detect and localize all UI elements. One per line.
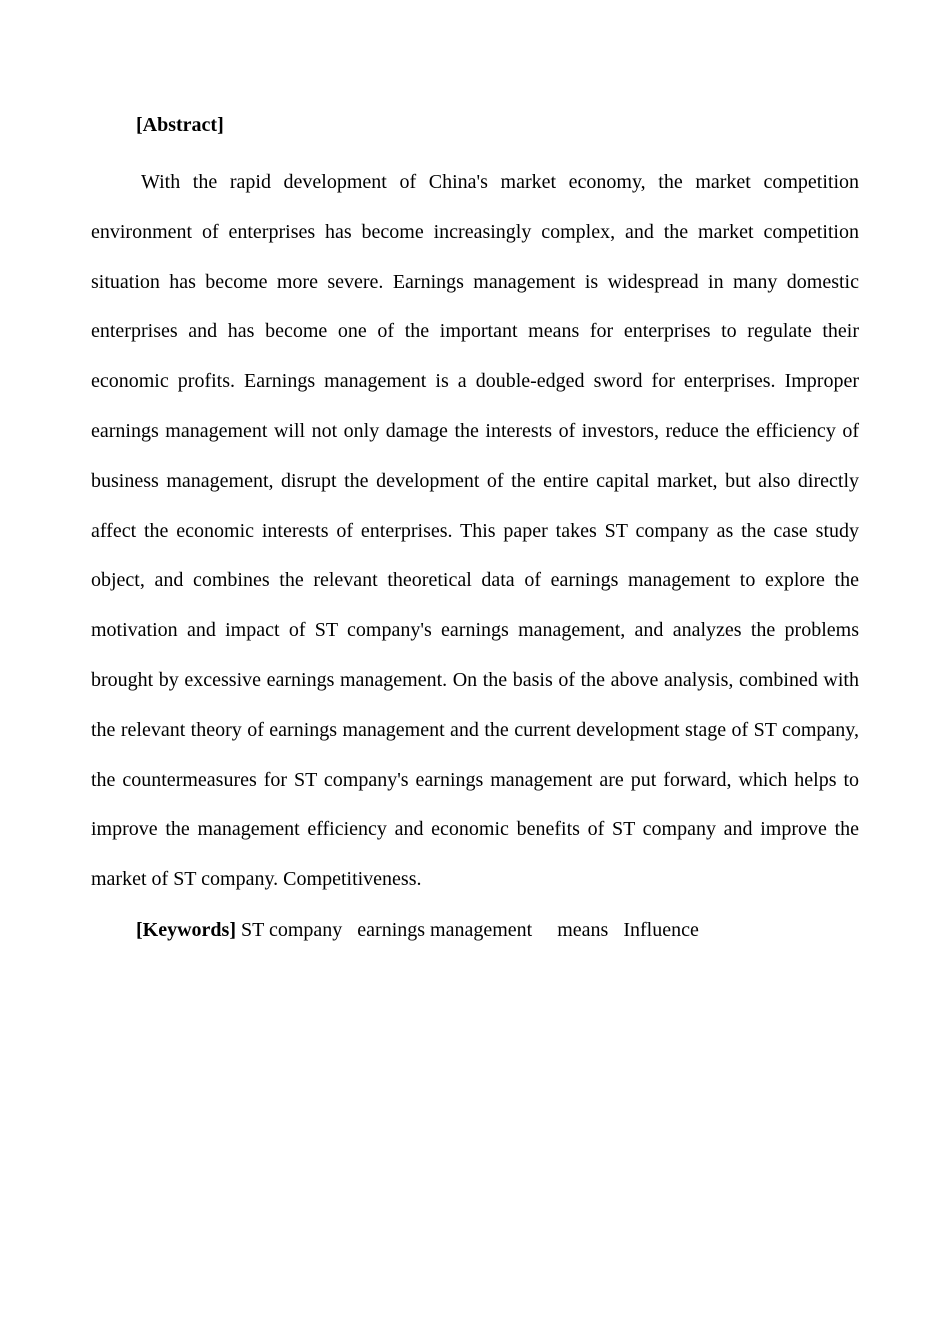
keywords-label: [Keywords] [136, 918, 236, 941]
abstract-body: With the rapid development of China's market economy, the market competition environment of enterprises has become increasingly complex, and the market competition situation has become more severe. Earnings management is widespread in many domestic enterprises and has become one of the important means for enterprises to regulate their economic profits. Earnings management is a double-edged sword for enterprises. Improper earnings management will not only damage the interests of investors, reduce the efficiency of business management, disrupt the development of the entire capital market, but also directly affect the economic interests of enterprises. This paper takes ST company as the case study object, and combines the relevant theoretical data of earnings management to explore the motivation and impact of ST company's earnings management, and analyzes the problems brought by excessive earnings management. On the basis of the above analysis, combined with the relevant theory of earnings management and the current development stage of ST company, the countermeasures for ST company's earnings management are put forward, which helps to improve the management efficiency and economic benefits of ST company and improve the market of ST company. Competitiveness. [91, 171, 859, 891]
abstract-heading: [Abstract] [136, 114, 224, 136]
keyword-item: ST company [240, 918, 343, 941]
keyword-item: earnings management [357, 918, 533, 941]
document-page [91, 108, 859, 947]
keyword-item: Influence [623, 918, 699, 941]
keyword-item: means [557, 918, 609, 941]
keywords-line [136, 913, 859, 947]
